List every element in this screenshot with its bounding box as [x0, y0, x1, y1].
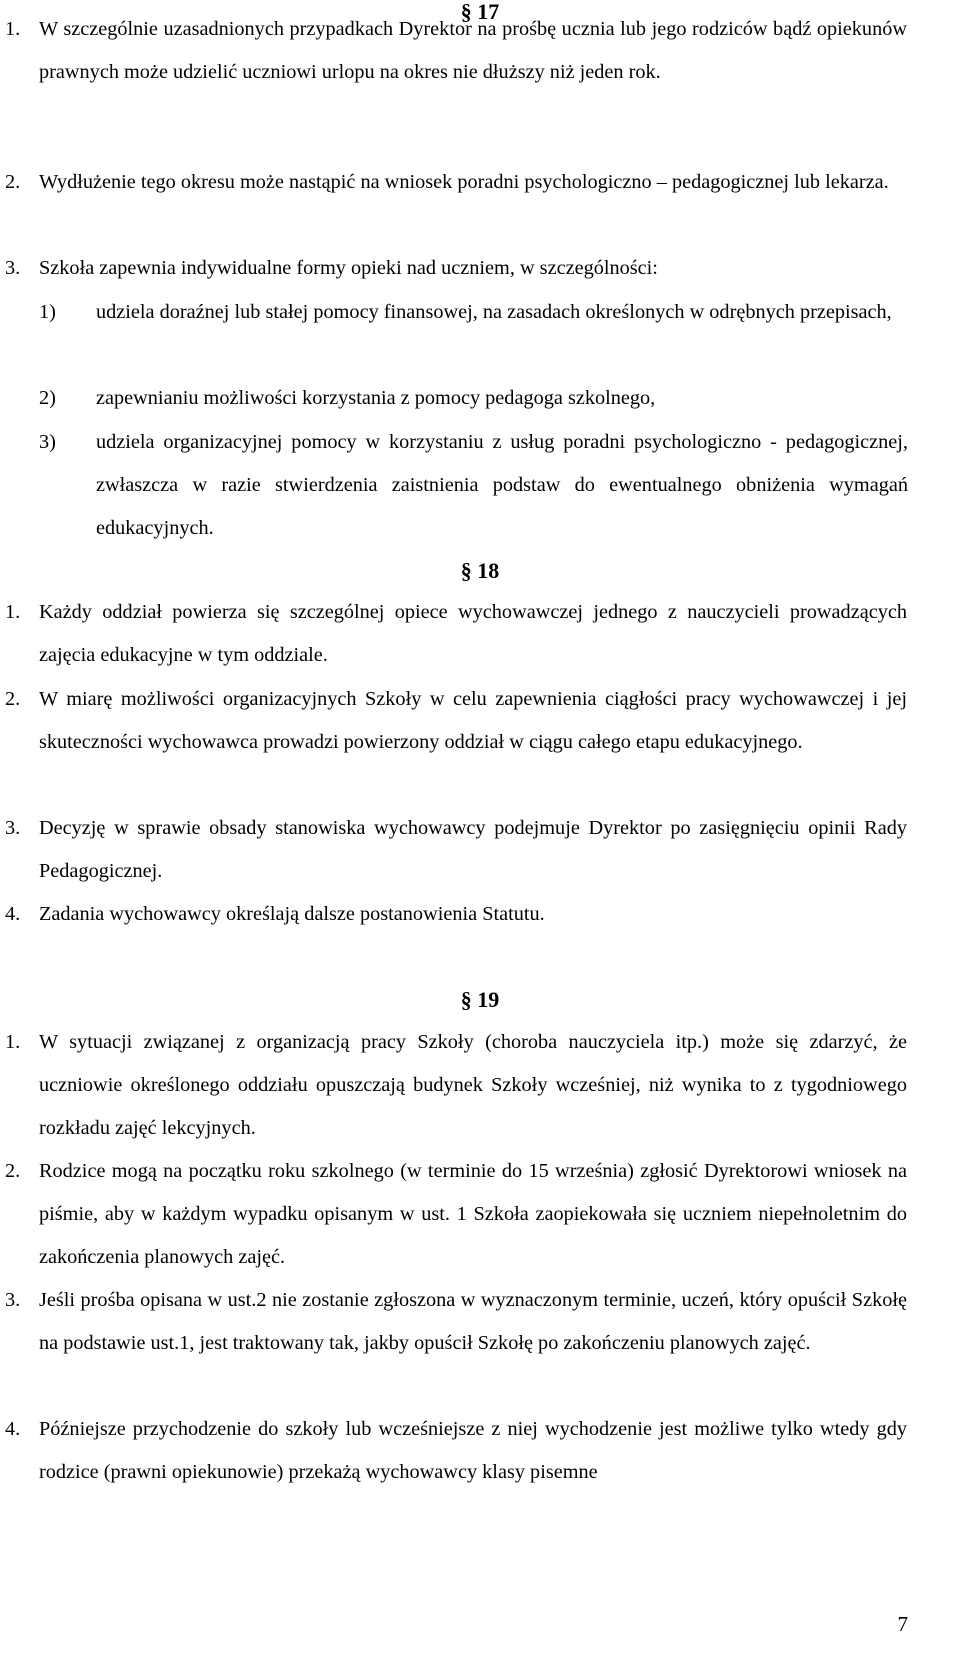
section-heading-18: § 18: [460, 558, 500, 583]
paragraph-number: 1.: [5, 18, 21, 40]
paragraph-number: 2.: [5, 171, 21, 193]
page-number: 7: [897, 1612, 908, 1636]
paragraph-number: 3.: [5, 1289, 21, 1311]
paragraph-number: 4.: [5, 1418, 21, 1440]
paragraph-text: W szczególnie uzasadnionych przypadkach Dyrektor na prośbę ucznia lub jego rodziców bądź opiekunów prawnych może udzielić uczniowi urlopu na okres nie dłuższy niż jeden rok.: [39, 18, 907, 83]
section-heading-17: § 17: [460, 0, 500, 24]
paragraph-text: Późniejsze przychodzenie do szkoły lub wcześniejsze z niej wychodzenie jest możliwe tylko wtedy gdy rodzice (prawni opiekunowie) przekażą wychowawcy klasy pisemne: [39, 1418, 907, 1483]
paragraph-text: Każdy oddział powierza się szczególnej opiece wychowawczej jednego z nauczycieli prowadzących zajęcia edukacyjne w tym oddziale.: [39, 601, 907, 666]
list-number: 3): [39, 431, 56, 453]
list-text: udziela doraźnej lub stałej pomocy finansowej, na zasadach określonych w odrębnych przepisach,: [96, 301, 892, 323]
paragraph-number: 2.: [5, 688, 21, 710]
section-heading-19: § 19: [460, 987, 500, 1012]
paragraph-number: 4.: [5, 903, 21, 925]
paragraph-text: Wydłużenie tego okresu może nastąpić na wniosek poradni psychologiczno – pedagogicznej lub lekarza.: [39, 171, 889, 193]
paragraph-number: 3.: [5, 817, 21, 839]
paragraph-text: W miarę możliwości organizacyjnych Szkoły w celu zapewnienia ciągłości pracy wychowawczej i jej skuteczności wychowawca prowadzi powierzony oddział w ciągu całego etapu edukacyjnego.: [39, 688, 907, 753]
paragraph-text: Zadania wychowawcy określają dalsze postanowienia Statutu.: [39, 903, 545, 925]
paragraph-text: Rodzice mogą na początku roku szkolnego (w terminie do 15 września) zgłosić Dyrektorowi wniosek na piśmie, aby w każdym wypadku opisanym w ust. 1 Szkoła zaopiekowała się uczniem niepełnoletnim do zakończenia planowych zajęć.: [39, 1160, 907, 1268]
list-text: udziela organizacyjnej pomocy w korzystaniu z usług poradni psychologiczno - pedagogicznej, zwłaszcza w razie stwierdzenia zaistnienia podstaw do ewentualnego obniżenia wymagań edukacyjnych.: [96, 431, 908, 539]
paragraph-number: 1.: [5, 1031, 21, 1053]
paragraph-number: 3.: [5, 257, 21, 279]
paragraph-text: Jeśli prośba opisana w ust.2 nie zostanie zgłoszona w wyznaczonym terminie, uczeń, który opuścił Szkołę na podstawie ust.1, jest traktowany tak, jakby opuścił Szkołę po zakończeniu planowych zajęć.: [39, 1289, 907, 1354]
paragraph-number: 1.: [5, 601, 21, 623]
list-text: zapewnianiu możliwości korzystania z pomocy pedagoga szkolnego,: [96, 387, 656, 409]
paragraph-text: Decyzję w sprawie obsady stanowiska wychowawcy podejmuje Dyrektor po zasięgnięciu opinii Rady Pedagogicznej.: [39, 817, 907, 882]
list-number: 2): [39, 387, 56, 409]
paragraph-number: 2.: [5, 1160, 21, 1182]
paragraph-text: Szkoła zapewnia indywidualne formy opieki nad uczniem, w szczególności:: [39, 257, 658, 279]
list-number: 1): [39, 301, 56, 323]
paragraph-text: W sytuacji związanej z organizacją pracy Szkoły (choroba nauczyciela itp.) może się zdarzyć, że uczniowie określonego oddziału opuszczają budynek Szkoły wcześniej, niż wynika to z tygodniowego rozkładu zajęć lekcyjnych.: [39, 1031, 907, 1139]
